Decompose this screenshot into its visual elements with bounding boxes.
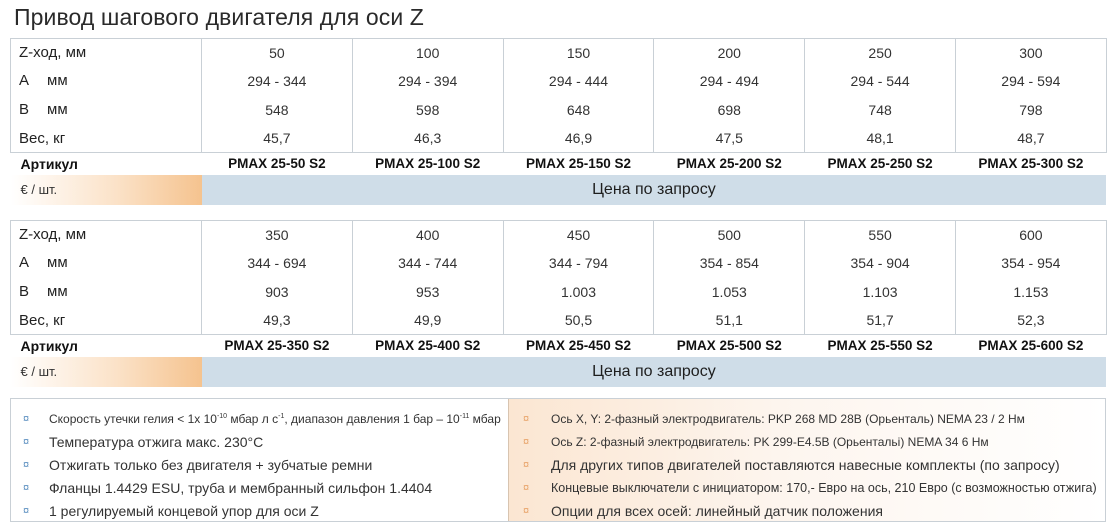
bullet-icon: ¤ (522, 458, 530, 471)
note-item (11, 476, 508, 499)
weight-row (11, 125, 1107, 153)
stroke-cell: 100 (352, 39, 503, 67)
article-cell: PMAX 25-150 S2 (525, 156, 632, 172)
note-item (509, 453, 1105, 476)
article-cell: PMAX 25-100 S2 (375, 156, 481, 172)
article-row (11, 335, 1107, 357)
note-text: Ось Z: 2-фазный электродвигатель: PK 299-E4.5B (Орьентальі) NEMA 34 6 Нм (551, 434, 989, 449)
a-unit: мм (47, 72, 68, 89)
a-cell: 294 - 594 (955, 67, 1106, 95)
stroke-cell: 150 (503, 39, 654, 67)
article-cell: PMAX 25-550 S2 (827, 338, 933, 354)
spec-table-2 (10, 220, 1107, 387)
b-label (11, 277, 202, 307)
stroke-cell: 300 (955, 39, 1106, 67)
weight-label: Вес, кг (11, 125, 202, 153)
leak-exponent: -10 (216, 412, 228, 420)
weight-cell: 47,5 (654, 125, 805, 153)
b-cell: 1.053 (654, 277, 805, 307)
stroke-row (11, 39, 1107, 67)
bullet-icon: ¤ (22, 458, 30, 471)
b-cell: 798 (955, 95, 1106, 125)
note-item (11, 430, 508, 453)
note-item (11, 407, 508, 430)
weight-cell: 50,5 (503, 307, 654, 335)
weight-cell: 49,3 (202, 307, 353, 335)
stroke-cell: 450 (503, 221, 654, 249)
b-cell: 548 (202, 95, 353, 125)
note-text (49, 412, 501, 426)
a-cell: 354 - 954 (955, 249, 1106, 277)
note-item (509, 499, 1105, 522)
weight-cell: 51,1 (654, 307, 805, 335)
bullet-icon: ¤ (22, 435, 30, 448)
a-unit: мм (47, 254, 68, 271)
b-unit: мм (47, 101, 68, 118)
notes-box (10, 398, 1106, 522)
stroke-cell: 250 (805, 39, 956, 67)
leak-text: мбар л с (227, 411, 279, 426)
note-item (509, 430, 1105, 453)
page-title: Привод шагового двигателя для оси Z (14, 4, 424, 30)
stroke-cell: 350 (202, 221, 353, 249)
a-cell: 354 - 854 (654, 249, 805, 277)
a-cell: 294 - 494 (654, 67, 805, 95)
leak-text: Скорость утечки гелия < 1x 10 (49, 411, 217, 426)
b-cell: 1.153 (955, 277, 1106, 307)
article-cell: PMAX 25-400 S2 (375, 338, 481, 354)
a-letter: A (19, 72, 30, 89)
b-cell: 903 (202, 277, 353, 307)
weight-cell: 52,3 (955, 307, 1106, 335)
a-label (11, 249, 202, 277)
weight-cell: 51,7 (805, 307, 956, 335)
article-cell: PMAX 25-50 S2 (228, 156, 326, 172)
weight-cell: 46,9 (503, 125, 654, 153)
weight-cell: 49,9 (352, 307, 503, 335)
bullet-icon: ¤ (522, 504, 530, 517)
weight-cell: 48,7 (955, 125, 1106, 153)
b-row (11, 95, 1107, 125)
bullet-icon: ¤ (522, 481, 530, 494)
b-cell: 598 (352, 95, 503, 125)
price-on-request: Цена по запросу (202, 357, 1107, 387)
article-cell: PMAX 25-600 S2 (978, 338, 1084, 354)
note-text: 1 регулируемый концевой упор для оси Z (49, 502, 319, 519)
stroke-cell: 500 (654, 221, 805, 249)
weight-cell: 48,1 (805, 125, 956, 153)
note-text: Температура отжига макс. 230°C (49, 433, 264, 450)
stroke-cell: 550 (805, 221, 956, 249)
a-cell: 294 - 544 (805, 67, 956, 95)
weight-label: Вес, кг (11, 307, 202, 335)
leak-exponent: -1 (278, 412, 285, 420)
b-letter: B (19, 283, 30, 300)
bullet-icon: ¤ (22, 481, 30, 494)
note-text: Отжигать только без двигателя + зубчатые ремни (49, 456, 373, 473)
leak-text: , диапазон давления 1 бар – 10 (284, 411, 460, 426)
stroke-row (11, 221, 1107, 249)
a-cell: 344 - 744 (352, 249, 503, 277)
bullet-icon: ¤ (22, 504, 30, 517)
b-letter: B (19, 101, 30, 118)
bullet-icon: ¤ (22, 412, 30, 425)
bullet-icon: ¤ (522, 435, 530, 448)
stroke-label: Z-ход, мм (11, 39, 202, 67)
price-on-request: Цена по запросу (202, 175, 1107, 205)
stroke-cell: 400 (352, 221, 503, 249)
article-label: Артикул (20, 155, 78, 172)
article-cell: PMAX 25-200 S2 (676, 156, 782, 172)
b-cell: 1.103 (805, 277, 956, 307)
note-text: Опции для всех осей: линейный датчик положения (551, 502, 883, 519)
article-cell: PMAX 25-300 S2 (978, 156, 1084, 172)
article-row (11, 153, 1107, 175)
note-item (509, 407, 1105, 430)
b-cell: 648 (503, 95, 654, 125)
price-row (11, 175, 1107, 205)
notes-right-column (508, 399, 1105, 521)
b-cell: 748 (805, 95, 956, 125)
b-cell: 953 (352, 277, 503, 307)
price-unit-label: € / шт. (11, 175, 202, 205)
notes-left-column (11, 399, 508, 521)
a-label (11, 67, 202, 95)
bullet-icon: ¤ (522, 412, 530, 425)
b-cell: 698 (654, 95, 805, 125)
a-cell: 294 - 344 (202, 67, 353, 95)
stroke-cell: 50 (202, 39, 353, 67)
a-cell: 344 - 794 (503, 249, 654, 277)
stroke-cell: 600 (955, 221, 1106, 249)
stroke-cell: 200 (654, 39, 805, 67)
weight-row (11, 307, 1107, 335)
note-item (11, 453, 508, 476)
weight-cell: 46,3 (352, 125, 503, 153)
a-cell: 354 - 904 (805, 249, 956, 277)
leak-exponent: -11 (459, 412, 470, 420)
a-row (11, 67, 1107, 95)
article-cell: PMAX 25-350 S2 (224, 338, 330, 354)
price-row (11, 357, 1107, 387)
note-text: Ось X, Y: 2-фазный электродвигатель: PKP 268 MD 28B (Орьенталь) NEMA 23 / 2 Нм (551, 411, 1025, 426)
a-cell: 294 - 444 (503, 67, 654, 95)
a-cell: 294 - 394 (352, 67, 503, 95)
b-unit: мм (47, 283, 68, 300)
a-row (11, 249, 1107, 277)
article-cell: PMAX 25-500 S2 (676, 338, 782, 354)
a-cell: 344 - 694 (202, 249, 353, 277)
a-letter: A (19, 254, 30, 271)
b-cell: 1.003 (503, 277, 654, 307)
article-label: Артикул (20, 337, 78, 354)
spec-table-1 (10, 38, 1107, 205)
note-text: Фланцы 1.4429 ESU, труба и мембранный сильфон 1.4404 (49, 479, 433, 496)
b-label (11, 95, 202, 125)
weight-cell: 45,7 (202, 125, 353, 153)
price-unit-label: € / шт. (11, 357, 202, 387)
article-cell: PMAX 25-450 S2 (525, 338, 632, 354)
stroke-label: Z-ход, мм (11, 221, 202, 249)
note-text: Для других типов двигателей поставляются навесные комплекты (по запросу) (551, 456, 1060, 473)
note-item (11, 499, 508, 522)
note-item (509, 476, 1105, 499)
note-text: Концевые выключатели с инициатором: 170,- Евро на ось, 210 Евро (с возможностью отжига) (551, 480, 1097, 495)
article-cell: PMAX 25-250 S2 (827, 156, 933, 172)
leak-text: мбар (469, 411, 501, 426)
b-row (11, 277, 1107, 307)
